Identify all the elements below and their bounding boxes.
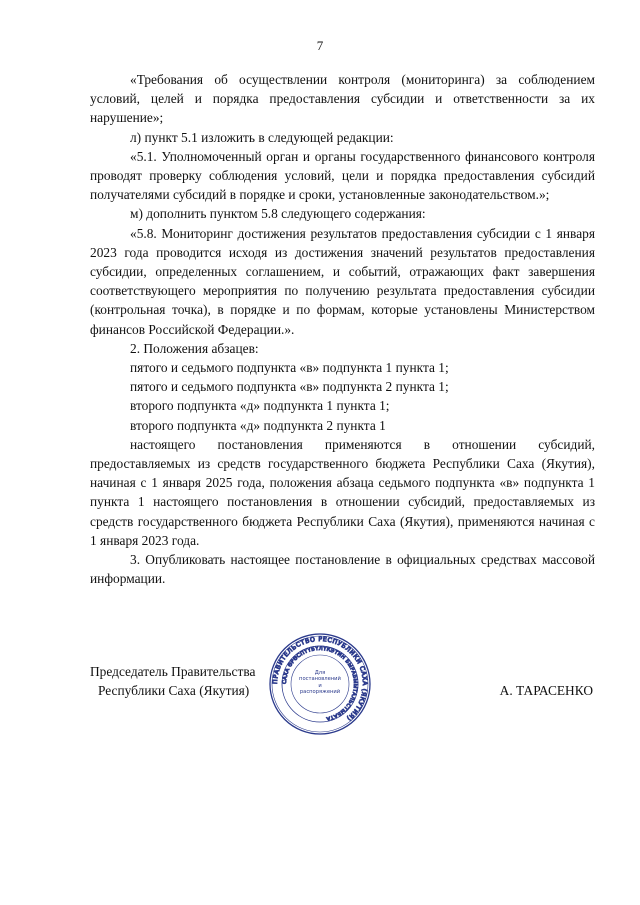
paragraph: л) пункт 5.1 изложить в следующей редакции: — [130, 129, 394, 145]
page-number: 7 — [316, 38, 324, 53]
signatory-title-line2: Республики Саха (Якутия) — [98, 683, 250, 698]
paragraph: м) дополнить пунктом 5.8 следующего содержания: — [130, 206, 426, 222]
paragraph: 2. Положения абзацев: — [130, 340, 259, 356]
paragraph: пятого и седьмого подпункта «в» подпункта 2 пункта 1; — [130, 379, 449, 395]
signatory-name: А. ТАРАСЕНКО — [499, 683, 593, 698]
paragraph: второго подпункта «д» подпункта 2 пункта 1 — [130, 417, 386, 433]
seal-center-text: Для постановлений и распоряжений — [299, 670, 341, 696]
paragraph: второго подпункта «д» подпункта 1 пункта 1; — [130, 398, 390, 414]
paragraph: настоящего постановления применяются в отношении субсидий, предоставляемых из средств государственного бюджета Республики Саха (Якутия), начиная с 1 января 2025 года, положения абзаца седьмого подпункта «в» подпункта 1 пункта 1 настоящего постановления в отношении субсидий, предоставляемых из средств государственного бюджета Республики Саха (Якутия), применяются начиная с 1 января 2023 года. — [90, 436, 595, 548]
document-body — [90, 70, 595, 588]
seal-outer-text: ПРАВИТЕЛЬСТВО РЕСПУБЛИКИ САХА (ЯКУТИЯ) — [271, 635, 369, 723]
paragraph: пятого и седьмого подпункта «в» подпункта 1 пункта 1; — [130, 360, 449, 376]
paragraph: «5.1. Уполномоченный орган и органы государственного финансового контроля проводят проверку соблюдения условий, цели и порядка предоставления субсидий получателями субсидий в порядке и сроки, установленные законодательством.»; — [90, 148, 595, 203]
signatory-title-line1: Председатель Правительства — [90, 664, 256, 679]
official-seal-icon — [268, 632, 372, 736]
seal-inner-text: САХА ӨРӨСПҮҮБҮЛҮКЭТИН БЫРАБЫЫТАЛЬСТЫБАТА — [281, 645, 359, 722]
paragraph: 3. Опубликовать настоящее постановление в официальных средствах массовой информации. — [90, 552, 595, 587]
paragraph: «Требования об осуществлении контроля (мониторинга) за соблюдением условий, целей и порядка предоставления субсидии и ответственности за их нарушение»; — [90, 72, 595, 126]
paragraph: «5.8. Мониторинг достижения результатов предоставления субсидии с 1 января 2023 года проводится исходя из достижения значений результатов предоставления субсидии, определенных соглашением, и событий, отражающих факт завершения соответствующего мероприятия по получению результата предоставления субсидии (контрольная точка), в порядке и по формам, которые установлены Министерством финансов Российской Федерации.». — [90, 225, 595, 337]
